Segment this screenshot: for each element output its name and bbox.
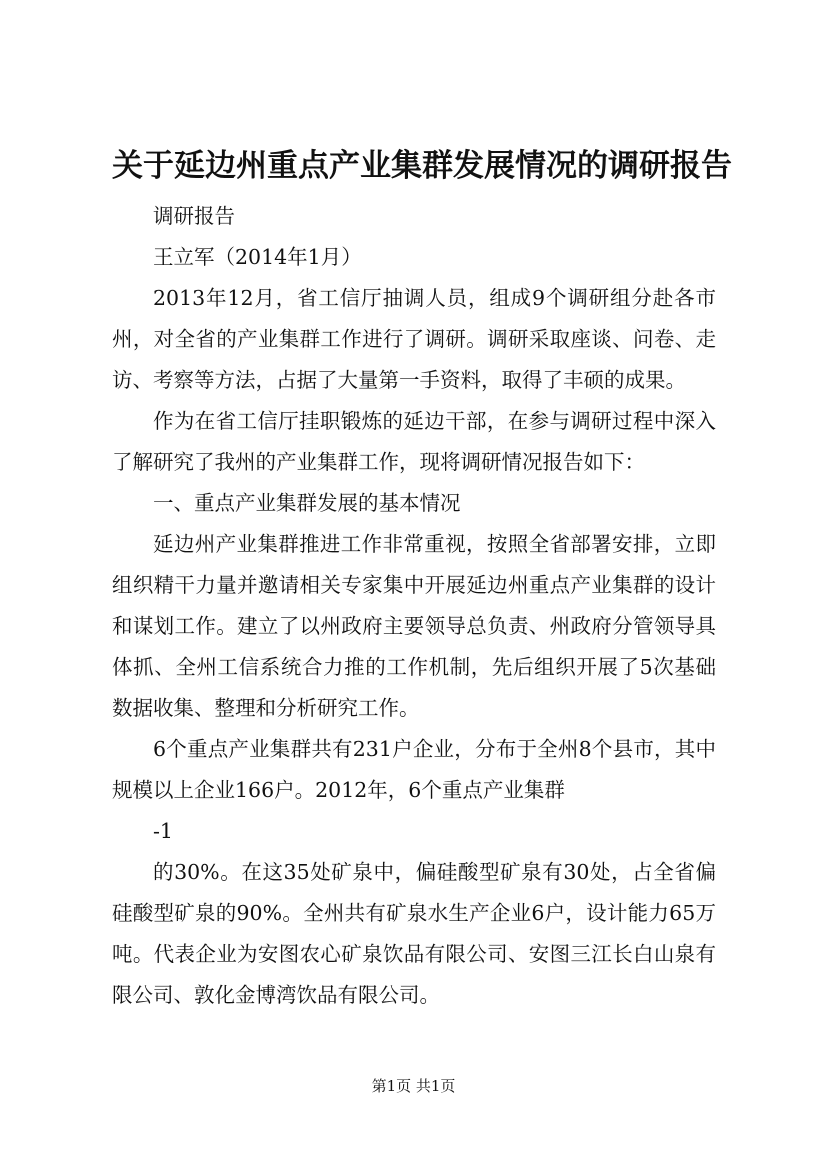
section-heading: 一、重点产业集群发展的基本情况	[153, 491, 461, 515]
paragraph-enterprises: 6个重点产业集群共有231户企业，分布于全州8个县市，其中规模以上企业166户。2012年，6个重点产业集群	[112, 737, 716, 802]
paragraph-intro: 2013年12月，省工信厅抽调人员，组成9个调研组分赴各市州，对全省的产业集群工作进行了调研。调研采取座谈、问卷、走访、考察等方法，占据了大量第一手资料，取得了丰硕的成果。	[112, 286, 716, 392]
page-marker: -1	[153, 819, 173, 843]
author-line: 王立军（2014年1月）	[153, 245, 362, 269]
paragraph-overview: 延边州产业集群推进工作非常重视，按照全省部署安排，立即组织精干力量并邀请相关专家集中开展延边州重点产业集群的设计和谋划工作。建立了以州政府主要领导总负责、州政府分管领导具体抓、全州工信系统合力推的工作机制，先后组织开展了5次基础数据收集、整理和分析研究工作。	[112, 532, 716, 720]
document-title: 关于延边州重点产业集群发展情况的调研报告	[112, 148, 732, 184]
paragraph-mineral-water: 的30%。在这35处矿泉中，偏硅酸型矿泉有30处，占全省偏硅酸型矿泉的90%。全州共有矿泉水生产企业6户，设计能力65万吨。代表企业为安图农心矿泉饮品有限公司、安图三江长白山泉有限公司、敦化金博湾饮品有限公司。	[112, 860, 716, 1007]
document-body	[112, 196, 716, 1016]
report-label: 调研报告	[153, 204, 235, 228]
paragraph-purpose: 作为在省工信厅挂职锻炼的延边干部，在参与调研过程中深入了解研究了我州的产业集群工作，现将调研情况报告如下：	[112, 409, 716, 474]
page-footer: 第1页 共1页	[371, 1077, 456, 1095]
